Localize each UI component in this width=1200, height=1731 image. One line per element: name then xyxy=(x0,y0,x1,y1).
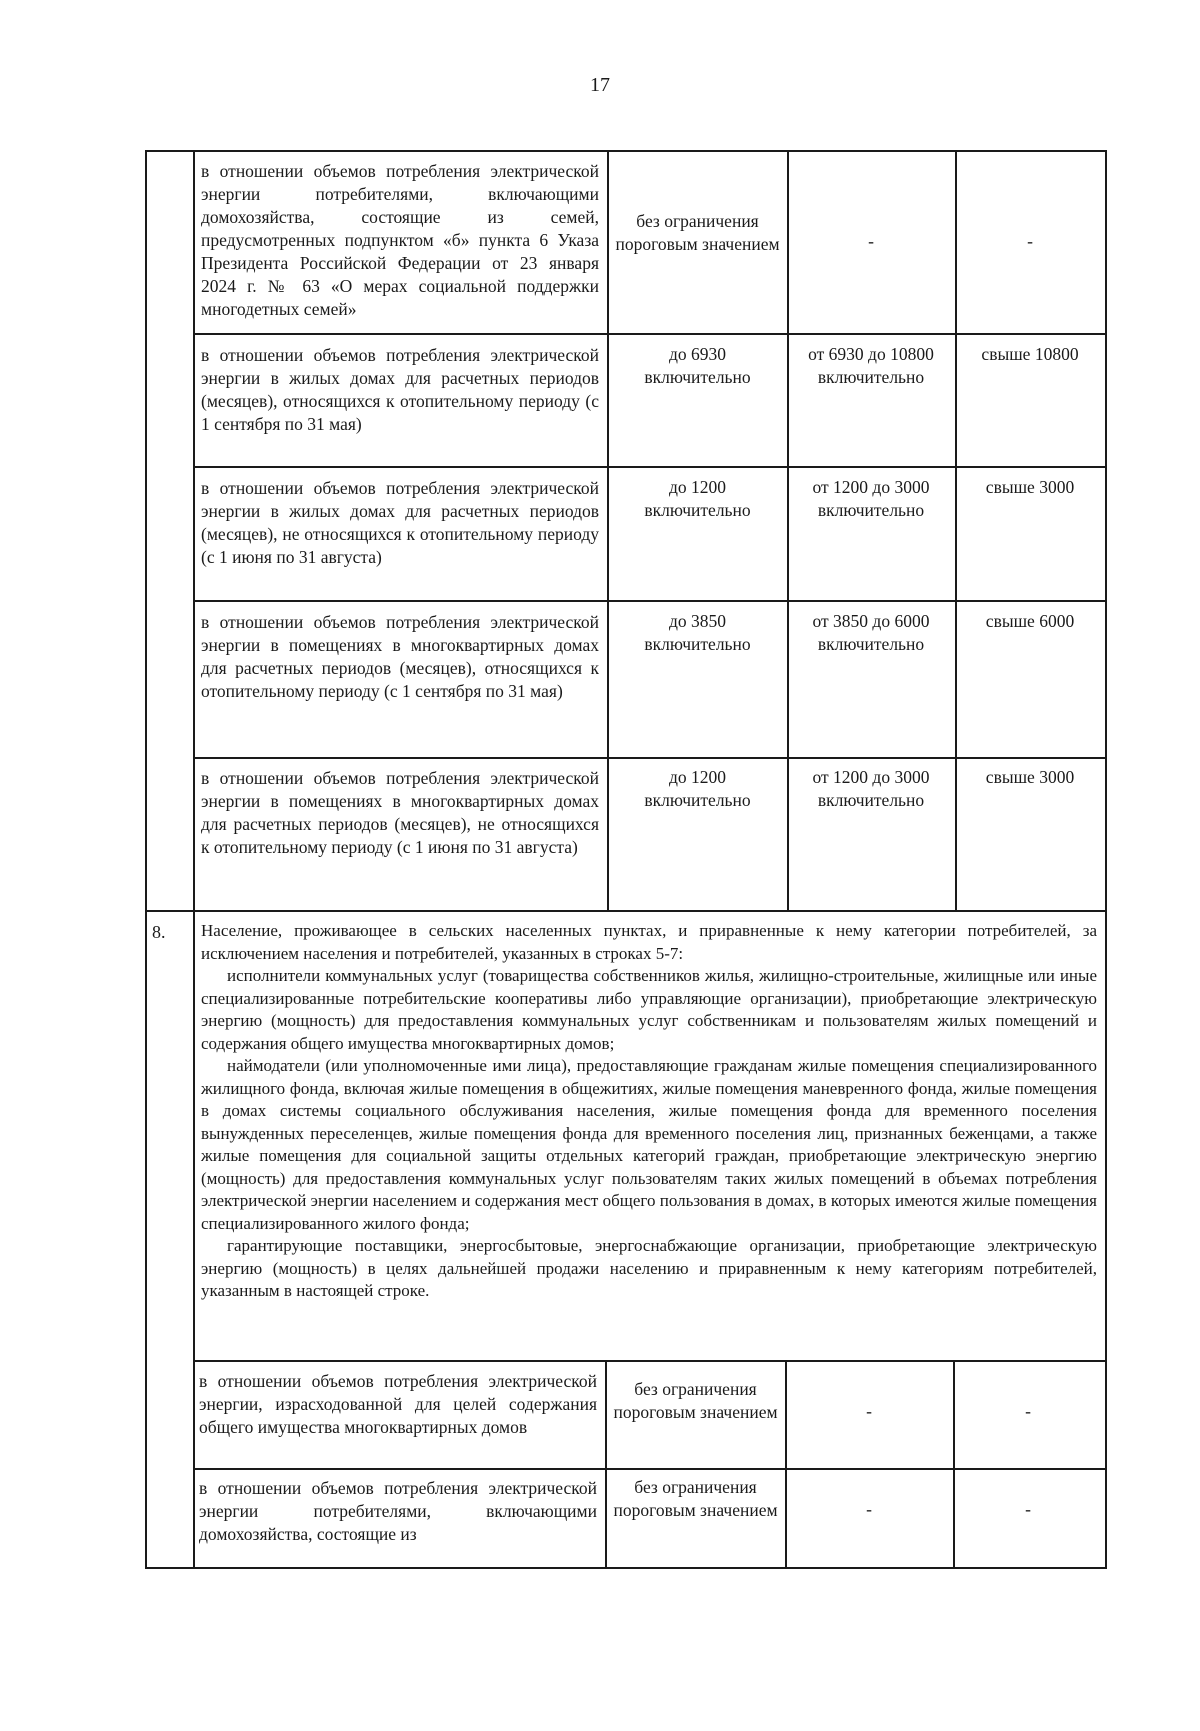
range-1-value: без ограничения пороговым значением xyxy=(615,211,780,254)
range-2-value: - xyxy=(866,1401,872,1421)
column-divider-2-bottom xyxy=(785,1360,787,1569)
table-border-left xyxy=(145,150,147,1569)
section-8-text xyxy=(201,920,1097,1303)
column-divider-2-top xyxy=(787,150,789,910)
row-number: 8. xyxy=(152,922,166,942)
section-divider xyxy=(145,910,1107,912)
row-divider xyxy=(193,757,1107,759)
number-column-divider xyxy=(193,150,195,1569)
row-description: в отношении объемов потребления электрической энергии в жилых домах для расчетных периодов (месяцев), не относящихся к отопительному периоду (с 1 июня по 31 августа) xyxy=(201,478,599,567)
column-divider-1-bottom xyxy=(605,1360,607,1569)
row-description: в отношении объемов потребления электрической энергии в жилых домах для расчетных периодов (месяцев), относящихся к отопительному периоду (с 1 сентября по 31 мая) xyxy=(201,345,599,434)
range-3-value: - xyxy=(1027,231,1033,251)
table-border-right xyxy=(1105,150,1107,1569)
row-divider xyxy=(193,1468,1107,1470)
section-8-paragraph: наймодатели (или уполномоченные ими лица), предоставляющие гражданам жилые помещения специализированного жилищного фонда, включая жилые помещения в общежитиях, жилые помещения маневренного фонда, жилые помещения в домах системы социального обслуживания населения, жилые помещения фонда для временного поселения вынужденных переселенцев, жилые помещения фонда для временного поселения лиц, признанных беженцами, а также жилые помещения для социальной защиты отдельных категорий граждан, приобретающие электрическую энергию (мощность) для предоставления коммунальных услуг пользователям таких жилых помещений в объемах потребления электрической энергии населением и содержания мест общего пользования в домах, в которых имеются жилые помещения специализированного жилого фонда; xyxy=(201,1056,1097,1233)
range-2-value: от 1200 до 3000 включительно xyxy=(812,477,930,520)
table-bottom-border xyxy=(145,1567,1107,1569)
range-1-value: без ограничения пороговым значением xyxy=(613,1477,778,1520)
range-3-value: свыше 6000 xyxy=(985,611,1075,631)
section-8-intro: Население, проживающее в сельских населенных пунктах, и приравненные к нему категории потребителей, за исключением населения и потребителей, указанных в строках 5-7: xyxy=(201,921,1097,963)
range-3-value: - xyxy=(1025,1401,1031,1421)
range-3-value: свыше 3000 xyxy=(985,477,1075,497)
row-description: в отношении объемов потребления электрической энергии потребителями, включающими домохозяйства, состоящие из семей, предусмотренных подпунктом «б» пункта 6 Указа Президента Российской Федерации от 23 января 2024 г. № 63 «О мерах социальной поддержки многодетных семей» xyxy=(201,161,599,319)
range-1-value: до 6930 включительно xyxy=(644,344,751,387)
range-1-value: до 1200 включительно xyxy=(644,477,751,520)
table-top-border xyxy=(145,150,1107,152)
range-3-value: свыше 10800 xyxy=(981,344,1079,364)
row-divider xyxy=(193,1360,1107,1362)
range-1-value: до 1200 включительно xyxy=(644,767,751,810)
section-8-paragraph: исполнители коммунальных услуг (товарищества собственников жилья, жилищно-строительные, жилищные или иные специализированные потребительские кооперативы либо управляющие организации), приобретающие электрическую энергию (мощность) для предоставления коммунальных услуг собственникам и пользователям жилых помещений и содержания общего имущества многоквартирных домов; xyxy=(201,966,1097,1053)
range-2-value: - xyxy=(868,231,874,251)
row-description: в отношении объемов потребления электрической энергии потребителями, включающими домохозяйства, состоящие из xyxy=(199,1478,597,1544)
range-2-value: от 6930 до 10800 включительно xyxy=(808,344,934,387)
range-3-value: свыше 3000 xyxy=(985,767,1075,787)
section-8-paragraph: гарантирующие поставщики, энергосбытовые, энергоснабжающие организации, приобретающие электрическую энергию (мощность) в целях дальнейшей продажи населению и приравненным к нему категориям потребителей, указанным в настоящей строке. xyxy=(201,1236,1097,1300)
range-3-value: - xyxy=(1025,1499,1031,1519)
column-divider-1-top xyxy=(607,150,609,910)
range-1-value: без ограничения пороговым значением xyxy=(613,1379,778,1422)
column-divider-3-bottom xyxy=(953,1360,955,1569)
row-divider xyxy=(193,600,1107,602)
range-1-value: до 3850 включительно xyxy=(644,611,751,654)
range-2-value: - xyxy=(866,1499,872,1519)
row-description: в отношении объемов потребления электрической энергии в помещениях в многоквартирных домах для расчетных периодов (месяцев), не относящихся к отопительному периоду (с 1 июня по 31 августа) xyxy=(201,768,599,857)
row-description: в отношении объемов потребления электрической энергии в помещениях в многоквартирных домах для расчетных периодов (месяцев), относящихся к отопительному периоду (с 1 сентября по 31 мая) xyxy=(201,612,599,701)
row-divider xyxy=(193,333,1107,335)
column-divider-3-top xyxy=(955,150,957,910)
page-number: 17 xyxy=(590,74,610,96)
row-description: в отношении объемов потребления электрической энергии, израсходованной для целей содержания общего имущества многоквартирных домов xyxy=(199,1371,597,1437)
range-2-value: от 1200 до 3000 включительно xyxy=(812,767,930,810)
range-2-value: от 3850 до 6000 включительно xyxy=(812,611,930,654)
row-divider xyxy=(193,466,1107,468)
